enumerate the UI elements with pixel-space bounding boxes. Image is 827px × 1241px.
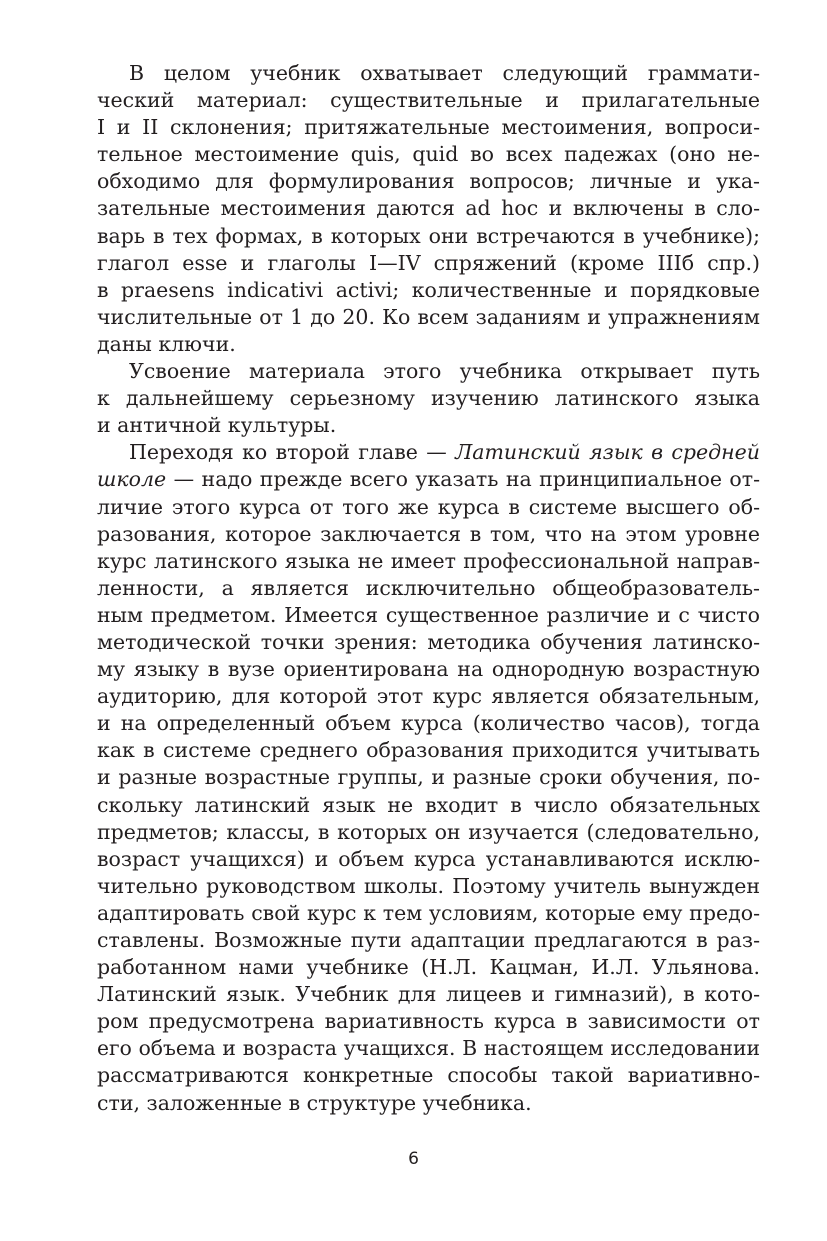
paragraph-3-line: Латинский язык. Учебник для лицеев и гимназий), в кото- bbox=[97, 982, 760, 1007]
paragraph-1-line: даны ключи. bbox=[97, 331, 236, 356]
chapter-title-italic: Латинский язык в средней bbox=[455, 440, 760, 465]
paragraph-3-line: работанном нами учебнике (Н.Л. Кацман, И.Л. Ульянова. bbox=[97, 955, 760, 980]
paragraph-1-line: глагол esse и глаголы I—IV спряжений (кроме IIIб спр.) bbox=[97, 250, 760, 275]
paragraph-1-line: ческий материал: существительные и прилагательные bbox=[97, 88, 760, 113]
paragraph-3-line: и разные возрастные группы, и разные сроки обучения, по- bbox=[97, 765, 760, 790]
paragraph-3-line: сти, заложенные в структуре учебника. bbox=[97, 1090, 532, 1115]
paragraph-3-line bbox=[97, 439, 760, 466]
paragraph-3-line: адаптировать свой курс к тем условиям, которые ему предо- bbox=[97, 900, 760, 925]
page-number: 6 bbox=[408, 1149, 419, 1169]
paragraph-3-line: ставлены. Возможные пути адаптации предлагаются в раз- bbox=[97, 928, 760, 952]
paragraph-3-line: му языку в вузе ориентирована на однородную возрастную bbox=[97, 657, 760, 682]
paragraph-3-line: предметов; классы, в которых он изучается (следовательно, bbox=[97, 819, 760, 844]
paragraph-3-line: и на определенный объем курса (количество часов), тогда bbox=[97, 711, 760, 736]
paragraph-1-line: В целом учебник охватывает следующий граммати- bbox=[129, 61, 760, 85]
paragraph-1-line: обходимо для формулирования вопросов; личные и ука- bbox=[97, 169, 760, 194]
paragraph-2-line: и античной культуры. bbox=[97, 413, 337, 438]
paragraph-3-line: курс латинского языка не имеет профессиональной направ- bbox=[97, 548, 760, 573]
paragraph-1-line: варь в тех формах, в которых они встречаются в учебнике); bbox=[97, 223, 760, 248]
paragraph-3-line: возраст учащихся) и объем курса устанавливаются исклю- bbox=[97, 846, 760, 871]
paragraph-2-line: Усвоение материала этого учебника открывает путь bbox=[129, 359, 760, 384]
paragraph-3-line: ленности, а является исключительно общеобразователь- bbox=[97, 575, 760, 600]
chapter-title-italic: школе bbox=[97, 467, 167, 492]
paragraph-3-line: чительно руководством школы. Поэтому учитель вынужден bbox=[97, 873, 760, 898]
paragraph-1-line: числительные от 1 до 20. Ко всем заданиям и упражнениям bbox=[97, 304, 760, 329]
paragraph-3-line: рассматриваются конкретные способы такой вариативно- bbox=[97, 1063, 760, 1088]
paragraph-3-text: — надо прежде всего указать на принципиальное от- bbox=[166, 467, 760, 492]
paragraph-1-line: тельное местоимение quis, quid во всех падежах (оно не- bbox=[97, 142, 760, 167]
paragraph-3-line: его объема и возраста учащихся. В настоящем исследовании bbox=[97, 1036, 760, 1061]
paragraph-3-line: скольку латинский язык не входит в число обязательных bbox=[97, 792, 760, 817]
paragraph-3-line bbox=[97, 466, 760, 493]
paragraph-3-line: методической точки зрения: методика обучения латинско- bbox=[97, 629, 760, 654]
paragraph-3-intro: Переходя ко второй главе — bbox=[129, 440, 456, 465]
paragraph-3-line: аудиторию, для которой этот курс является обязательным, bbox=[97, 684, 760, 709]
paragraph-3-line: разования, которое заключается в том, что на этом уровне bbox=[97, 521, 760, 546]
paragraph-2-line: к дальнейшему серьезному изучению латинского языка bbox=[97, 386, 760, 411]
paragraph-3-line: личие этого курса от того же курса в системе высшего об- bbox=[97, 494, 760, 519]
paragraph-1-line: зательные местоимения даются ad hoc и включены в сло- bbox=[97, 196, 760, 221]
paragraph-3-line: ром предусмотрена вариативность курса в зависимости от bbox=[97, 1009, 760, 1034]
body-text bbox=[97, 60, 760, 1117]
paragraph-1-line: в praesens indicativi activi; количественные и порядковые bbox=[97, 277, 760, 302]
paragraph-3-line: как в системе среднего образования приходится учитывать bbox=[97, 738, 760, 763]
paragraph-1-line: I и II склонения; притяжательные местоимения, вопроси- bbox=[97, 115, 760, 140]
paragraph-3-line: ным предметом. Имеется существенное различие и с чисто bbox=[97, 602, 760, 627]
